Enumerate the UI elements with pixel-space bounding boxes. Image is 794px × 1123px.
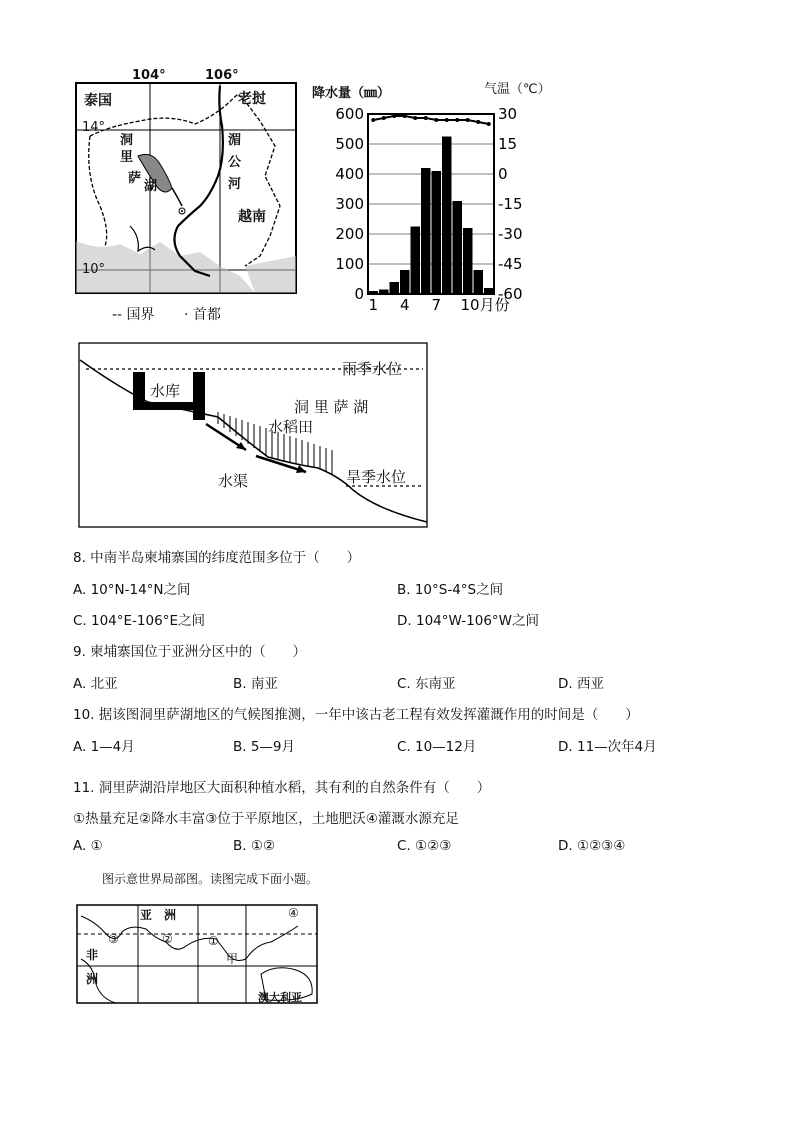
y-tick-left: 100 <box>335 255 364 273</box>
temperature-point <box>466 118 470 122</box>
precip-bar <box>474 270 484 294</box>
asia-label: 亚 洲 <box>140 908 177 922</box>
q9-option-b[interactable]: B. 南亚 <box>233 676 278 692</box>
chart-ylabel-left: 降水量（㎜） <box>312 86 391 101</box>
lat-10-label: 10° <box>82 262 106 277</box>
question-8: 8. 中南半岛柬埔寨国的纬度范围多位于（ ） <box>73 550 361 566</box>
q9-option-c[interactable]: C. 东南亚 <box>397 676 456 692</box>
temperature-point <box>424 116 428 120</box>
legend-capital: · 首都 <box>184 307 221 323</box>
precip-bar <box>453 201 463 294</box>
marker-2: ② <box>162 932 173 946</box>
question-11-statement: ①热量充足②降水丰富③位于平原地区，土地肥沃④灌溉水源充足 <box>73 811 459 827</box>
lon-106-label: 106° <box>205 68 239 83</box>
tonle-sap-label-2: 萨 <box>128 171 142 186</box>
vietnam-label: 越南 <box>238 209 266 225</box>
q8-option-b[interactable]: B. 10°S-4°S之间 <box>397 582 504 598</box>
temperature-point <box>487 122 491 126</box>
reservoir-label: 水库 <box>150 382 181 400</box>
y-tick-right: -60 <box>498 285 523 303</box>
dry-season-level: 旱季水位 <box>346 468 407 486</box>
y-tick-right: 30 <box>498 105 518 123</box>
world-map-intro: 图示意世界局部图。读图完成下面小题。 <box>102 872 319 886</box>
temperature-point <box>371 118 375 122</box>
y-tick-right: 0 <box>498 165 508 183</box>
paddy-label: 水稻田 <box>268 418 314 436</box>
q8-option-a[interactable]: A. 10°N-14°N之间 <box>73 582 191 598</box>
y-tick-left: 600 <box>335 105 364 123</box>
temperature-point <box>455 118 459 122</box>
wet-season-level: 雨季水位 <box>342 360 403 378</box>
y-tick-right: -15 <box>498 195 523 213</box>
q11-option-d[interactable]: D. ①②③④ <box>558 838 626 854</box>
x-tick-label: 10月份 <box>460 296 510 314</box>
q8-option-c[interactable]: C. 104°E-106°E之间 <box>73 613 205 629</box>
y-tick-right: -30 <box>498 225 523 243</box>
precip-bar <box>411 227 421 295</box>
x-tick-label: 7 <box>431 296 442 314</box>
precip-bar <box>400 270 410 294</box>
y-tick-left: 300 <box>335 195 364 213</box>
y-tick-left: 400 <box>335 165 364 183</box>
climate-chart <box>312 76 552 316</box>
temperature-point <box>434 118 438 122</box>
q8-option-d[interactable]: D. 104°W-106°W之间 <box>397 613 540 629</box>
climate-chart-svg <box>312 76 552 316</box>
q9-option-a[interactable]: A. 北亚 <box>73 676 118 692</box>
chart-ylabel-right: 气温（℃） <box>484 82 551 97</box>
y-tick-left: 200 <box>335 225 364 243</box>
lake-label: 洞 里 萨 湖 <box>294 398 369 416</box>
tonle-sap-label-3: 湖 <box>144 179 158 194</box>
y-tick-right: 15 <box>498 135 518 153</box>
question-9: 9. 柬埔寨国位于亚洲分区中的（ ） <box>73 644 307 660</box>
q9-option-d[interactable]: D. 西亚 <box>558 676 604 692</box>
q10-option-d[interactable]: D. 11—次年4月 <box>558 739 657 755</box>
africa-label-1: 非 <box>86 948 99 962</box>
precip-bar <box>432 171 442 294</box>
irrigation-profile <box>78 342 430 530</box>
mekong-label: 湄 公 河 <box>228 133 242 192</box>
y-tick-right: -45 <box>498 255 523 273</box>
question-11: 11. 洞里萨湖沿岸地区大面积种植水稻，其有利的自然条件有（ ） <box>73 780 491 796</box>
temperature-point <box>392 114 396 118</box>
africa-label-2: 洲 <box>86 972 99 986</box>
world-map <box>76 904 320 1006</box>
temperature-line <box>373 116 489 124</box>
australia-label: 澳大利亚 <box>258 991 302 1004</box>
temperature-point <box>382 116 386 120</box>
temperature-point <box>476 120 480 124</box>
laos-label: 老挝 <box>238 91 266 107</box>
marker-jia: 甲 <box>226 952 239 966</box>
y-tick-left: 500 <box>335 135 364 153</box>
precip-bar <box>421 168 431 294</box>
temperature-point <box>445 118 449 122</box>
y-tick-left: 0 <box>354 285 364 303</box>
precip-bar <box>379 290 389 295</box>
cambodia-map <box>60 66 310 326</box>
q10-option-c[interactable]: C. 10—12月 <box>397 739 477 755</box>
thailand-label: 泰国 <box>84 93 112 109</box>
q11-option-b[interactable]: B. ①② <box>233 838 276 854</box>
marker-3: ③ <box>108 932 119 946</box>
x-tick-label: 1 <box>368 296 379 314</box>
tonle-sap-label-1: 洞 里 <box>120 133 134 165</box>
canal-label: 水渠 <box>218 472 249 490</box>
temperature-point <box>403 114 407 118</box>
marker-1: ① <box>208 934 219 948</box>
legend-border: -- 国界 <box>112 307 155 323</box>
lon-104-label: 104° <box>132 68 166 83</box>
q11-option-a[interactable]: A. ① <box>73 838 103 854</box>
q10-option-a[interactable]: A. 1—4月 <box>73 739 135 755</box>
precip-bar <box>390 282 400 294</box>
precip-bar <box>369 291 379 294</box>
marker-4: ④ <box>288 906 299 920</box>
x-tick-label: 4 <box>399 296 410 314</box>
question-10: 10. 据该图洞里萨湖地区的气候图推测，一年中该古老工程有效发挥灌溉作用的时间是（ ） <box>73 707 639 723</box>
precip-bar <box>484 288 494 294</box>
q10-option-b[interactable]: B. 5—9月 <box>233 739 296 755</box>
lat-14-label: 14° <box>82 120 106 135</box>
q11-option-c[interactable]: C. ①②③ <box>397 838 452 854</box>
precip-bar <box>442 137 452 295</box>
precip-bar <box>463 228 473 294</box>
temperature-point <box>413 116 417 120</box>
